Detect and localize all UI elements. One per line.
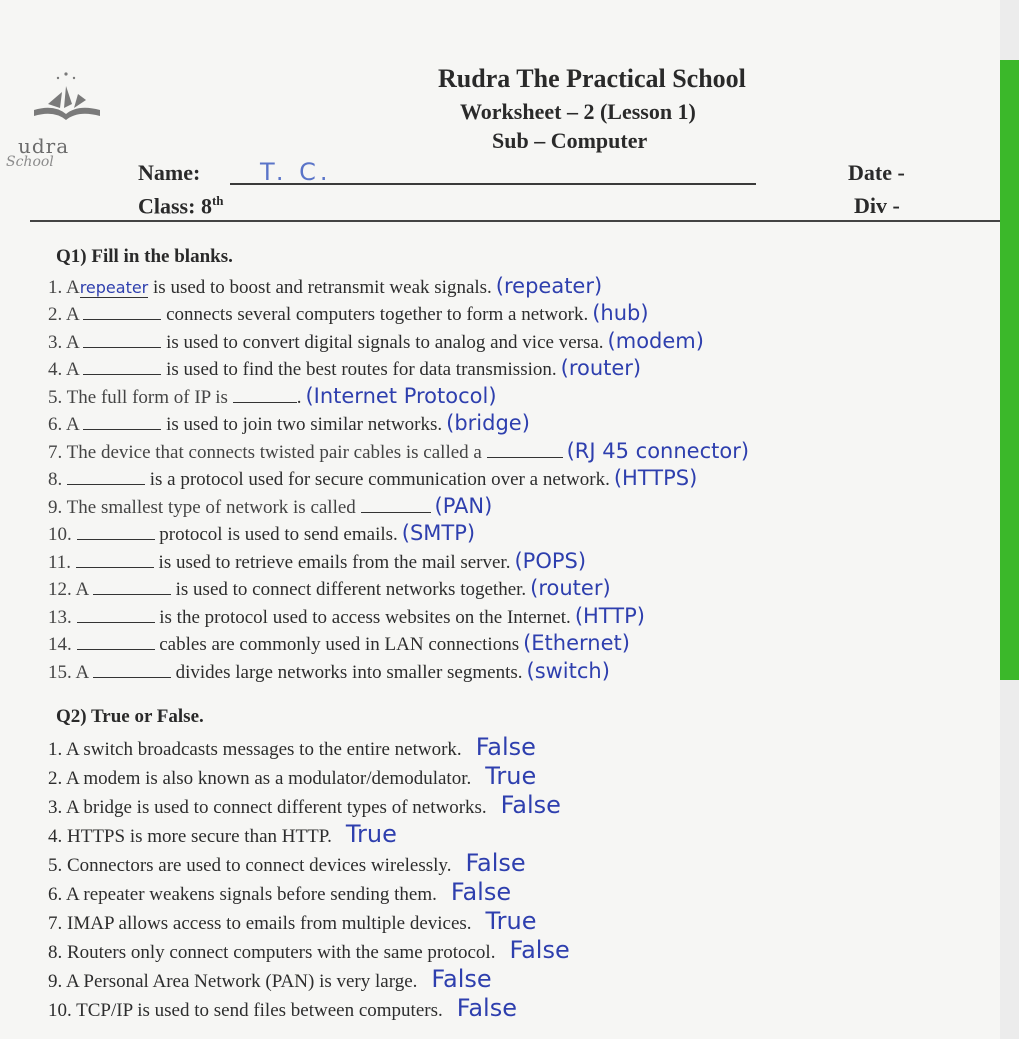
- q1-item: 5. The full form of IP is . (Internet Protocol): [48, 384, 497, 408]
- q1-item: 12. A is used to connect different networks together. (router): [48, 576, 611, 600]
- q1-item: 3. A is used to convert digital signals to analog and vice versa. (modem): [48, 329, 704, 353]
- q2-item: 10. TCP/IP is used to send files between computers. False: [48, 994, 517, 1022]
- q2-item: 4. HTTPS is more secure than HTTP. True: [48, 820, 397, 848]
- q1-item: 11. is used to retrieve emails from the mail server. (POPS): [48, 549, 587, 573]
- logo-subtitle: School: [6, 154, 54, 170]
- q1-title: Q1) Fill in the blanks.: [56, 246, 233, 267]
- q1-item: 8. is a protocol used for secure communication over a network. (HTTPS): [48, 466, 698, 490]
- q1-item: 14. cables are commonly used in LAN connections (Ethernet): [48, 631, 630, 655]
- division-label: Div -: [854, 193, 900, 218]
- q2-item: 1. A switch broadcasts messages to the entire network. False: [48, 733, 536, 761]
- date-label: Date -: [848, 160, 905, 185]
- q1-item: 15. A divides large networks into smaller segments. (switch): [48, 659, 610, 683]
- header-divider: [30, 220, 1000, 222]
- school-name: Rudra The Practical School: [438, 64, 746, 93]
- q2-item: 9. A Personal Area Network (PAN) is very large. False: [48, 965, 492, 993]
- q1-item: 7. The device that connects twisted pair cables is called a (RJ 45 connector): [48, 439, 750, 463]
- worksheet-title: Worksheet – 2 (Lesson 1): [460, 99, 696, 124]
- q2-item: 8. Routers only connect computers with the same protocol. False: [48, 936, 570, 964]
- q2-title: Q2) True or False.: [56, 706, 204, 727]
- q2-item: 5. Connectors are used to connect devices wirelessly. False: [48, 849, 526, 877]
- q1-item: 1. Arepeater is used to boost and retransmit weak signals. (repeater): [48, 274, 603, 298]
- q2-item: 6. A repeater weakens signals before sending them. False: [48, 878, 512, 906]
- q1-item: 2. A connects several computers together to form a network. (hub): [48, 301, 649, 325]
- subject-title: Sub – Computer: [492, 128, 648, 153]
- q1-item: 4. A is used to find the best routes for data transmission. (router): [48, 356, 642, 380]
- q1-item: 13. is the protocol used to access websites on the Internet. (HTTP): [48, 604, 645, 628]
- name-value: T. C.: [260, 158, 332, 186]
- q1-item: 9. The smallest type of network is called (PAN): [48, 494, 493, 518]
- q2-item: 7. IMAP allows access to emails from multiple devices. True: [48, 907, 537, 935]
- q1-item: 6. A is used to join two similar networks. (bridge): [48, 411, 530, 435]
- q1-item: 10. protocol is used to send emails. (SMTP): [48, 521, 476, 545]
- class-label: Class: 8th: [138, 193, 224, 219]
- q2-item: 3. A bridge is used to connect different types of networks. False: [48, 791, 561, 819]
- name-label: Name:: [138, 160, 201, 185]
- logo-wordmark: udra: [18, 134, 70, 158]
- q2-item: 2. A modem is also known as a modulator/demodulator. True: [48, 762, 537, 790]
